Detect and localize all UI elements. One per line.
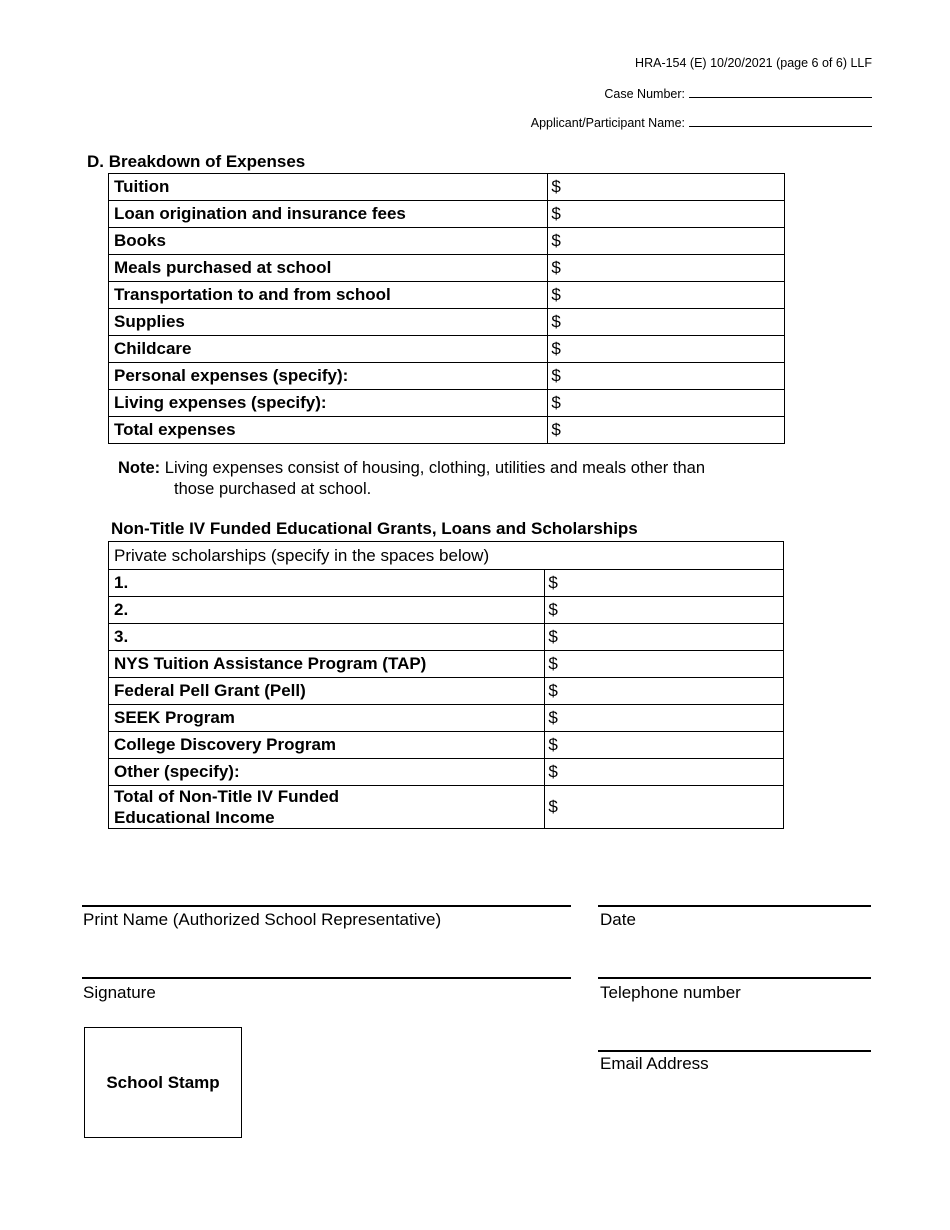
date-label: Date (600, 910, 636, 929)
expense-amount-field[interactable]: $ (548, 201, 785, 228)
grant-amount-field[interactable]: $ (545, 732, 784, 759)
grant-label: Federal Pell Grant (Pell) (109, 678, 545, 705)
table-row (109, 201, 785, 228)
table-row (109, 678, 784, 705)
applicant-name-field[interactable] (531, 115, 872, 130)
grant-label: Other (specify): (109, 759, 545, 786)
table-row (109, 624, 784, 651)
grant-label: 2. (109, 597, 545, 624)
grant-label: 1. (109, 570, 545, 597)
grant-total-label-line1: Total of Non-Title IV Funded (114, 787, 340, 806)
table-row (109, 651, 784, 678)
expense-label: Books (109, 228, 548, 255)
grant-label: College Discovery Program (109, 732, 545, 759)
table-row (109, 417, 785, 444)
expense-label: Loan origination and insurance fees (109, 201, 548, 228)
grant-total-amount-field[interactable]: $ (545, 786, 784, 829)
table-row (109, 174, 785, 201)
expense-label: Transportation to and from school (109, 282, 548, 309)
grant-amount-field[interactable]: $ (545, 597, 784, 624)
grant-label: NYS Tuition Assistance Program (TAP) (109, 651, 545, 678)
grant-total-label (109, 786, 545, 829)
table-row (109, 597, 784, 624)
expense-amount-field[interactable]: $ (548, 174, 785, 201)
case-number-field[interactable] (604, 86, 872, 101)
expense-amount-field[interactable]: $ (548, 417, 785, 444)
expense-amount-field[interactable]: $ (548, 255, 785, 282)
note (118, 458, 705, 500)
date-line[interactable] (598, 905, 871, 907)
grant-label: SEEK Program (109, 705, 545, 732)
grant-amount-field[interactable]: $ (545, 651, 784, 678)
form-id: HRA-154 (E) 10/20/2021 (page 6 of 6) LLF (635, 56, 872, 70)
signature-label: Signature (83, 983, 156, 1002)
telephone-label: Telephone number (600, 983, 741, 1002)
email-label: Email Address (600, 1054, 709, 1073)
table-row (109, 570, 784, 597)
expense-amount-field[interactable]: $ (548, 336, 785, 363)
grant-amount-field[interactable]: $ (545, 624, 784, 651)
note-text-line2: those purchased at school. (174, 480, 372, 498)
grants-table (108, 541, 784, 829)
table-row (109, 759, 784, 786)
applicant-name-label: Applicant/Participant Name: (530, 116, 685, 130)
grant-amount-field[interactable]: $ (545, 759, 784, 786)
table-row (109, 390, 785, 417)
table-row (109, 705, 784, 732)
case-number-line[interactable] (689, 86, 872, 98)
signature-line[interactable] (82, 977, 571, 979)
expense-amount-field[interactable]: $ (548, 228, 785, 255)
telephone-line[interactable] (598, 977, 871, 979)
table-row (109, 228, 785, 255)
expense-amount-field[interactable]: $ (548, 390, 785, 417)
grant-total-label-line2: Educational Income (114, 808, 275, 827)
print-name-line[interactable] (82, 905, 571, 907)
grant-label: 3. (109, 624, 545, 651)
table-row (109, 732, 784, 759)
grant-amount-field[interactable]: $ (545, 570, 784, 597)
school-stamp-box (84, 1027, 242, 1138)
expenses-table (108, 173, 785, 444)
grants-title: Non-Title IV Funded Educational Grants, Loans and Scholarships (111, 519, 638, 538)
table-row (109, 255, 785, 282)
expense-label: Total expenses (109, 417, 548, 444)
expenses-title: D. Breakdown of Expenses (87, 152, 306, 171)
case-number-label: Case Number: (604, 87, 685, 101)
applicant-name-line[interactable] (689, 115, 872, 127)
expense-amount-field[interactable]: $ (548, 309, 785, 336)
expense-label: Childcare (109, 336, 548, 363)
note-label: Note: (118, 459, 161, 477)
table-row (109, 282, 785, 309)
expense-label: Personal expenses (specify): (109, 363, 548, 390)
table-row (109, 336, 785, 363)
email-line[interactable] (598, 1050, 871, 1052)
expense-amount-field[interactable]: $ (548, 363, 785, 390)
table-row (109, 309, 785, 336)
expense-label: Meals purchased at school (109, 255, 548, 282)
expense-label: Supplies (109, 309, 548, 336)
expense-label: Living expenses (specify): (109, 390, 548, 417)
expense-label: Tuition (109, 174, 548, 201)
school-stamp-label: School Stamp (106, 1072, 220, 1092)
table-row (109, 786, 784, 829)
private-scholarships-header: Private scholarships (specify in the spaces below) (109, 542, 784, 570)
grant-amount-field[interactable]: $ (545, 678, 784, 705)
note-text-line1: Living expenses consist of housing, clothing, utilities and meals other than (164, 459, 706, 477)
table-header-row (109, 542, 784, 570)
expense-amount-field[interactable]: $ (548, 282, 785, 309)
print-name-label: Print Name (Authorized School Representative) (83, 910, 442, 929)
table-row (109, 363, 785, 390)
grant-amount-field[interactable]: $ (545, 705, 784, 732)
